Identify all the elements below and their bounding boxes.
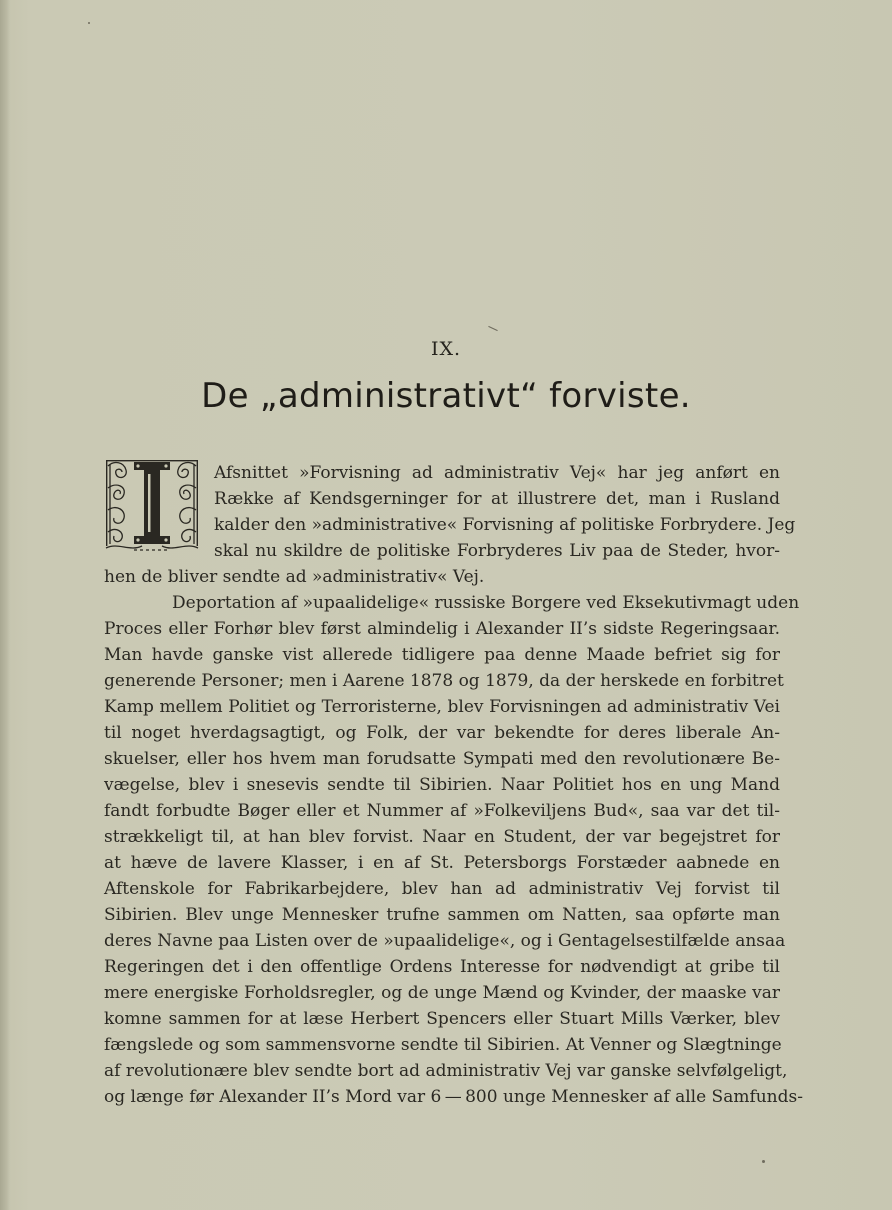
text-line: Afsnittet »Forvisning ad administrativ Vej« har jeg anført en	[214, 463, 780, 483]
text-line: hen de bliver sendte ad »administrativ« Vej.	[104, 567, 485, 587]
text-line: og længe før Alexander II’s Mord var 6 — 800 unge Mennesker af alle Samfunds-	[104, 1087, 803, 1107]
text-line: strækkeligt til, at han blev forvist. Naar en Student, der var begejstret for	[104, 827, 780, 847]
text-line: Man havde ganske vist allerede tidligere paa denne Maade befriet sig for	[104, 645, 780, 665]
text-line: Regeringen det i den offentlige Ordens Interesse for nødvendigt at gribe til	[104, 957, 780, 977]
text-line: Kamp mellem Politiet og Terroristerne, blev Forvisningen ad administrativ Vei	[104, 697, 780, 717]
chapter-title: De „administrativt“ forviste.	[201, 376, 691, 416]
text-line: Række af Kendsgerninger for at illustrere det, man i Rusland	[214, 489, 780, 509]
text-line: generende Personer; men i Aarene 1878 og 1879, da der herskede en forbitret	[104, 671, 784, 691]
text-line: til noget hverdagsagtigt, og Folk, der var bekendte for deres liberale An-	[104, 723, 780, 743]
text-line: af revolutionære blev sendte bort ad administrativ Vej var ganske selvfølgeligt,	[104, 1061, 788, 1081]
text-line: deres Navne paa Listen over de »upaalidelige«, og i Gentagelsestilfælde ansaa	[104, 931, 786, 951]
text-line: mere energiske Forholdsregler, og de unge Mænd og Kvinder, der maaske var	[104, 983, 780, 1003]
text-line: fængslede og som sammensvorne sendte til Sibirien. At Venner og Slægtninge	[104, 1035, 782, 1055]
text-line: at hæve de lavere Klasser, i en af St. Petersborgs Forstæder aabnede en	[104, 853, 780, 873]
text-line: Aftenskole for Fabrikarbejdere, blev han ad administrativ Vej forvist til	[104, 879, 780, 899]
text-line: skal nu skildre de politiske Forbryderes Liv paa de Steder, hvor-	[214, 541, 780, 561]
binding-edge	[0, 0, 10, 1210]
text-line: Sibirien. Blev unge Mennesker trufne sammen om Natten, saa opførte man	[104, 905, 780, 925]
text-line: vægelse, blev i snesevis sendte til Sibirien. Naar Politiet hos en ung Mand	[104, 775, 780, 795]
text-line: Proces eller Forhør blev først almindelig i Alexander II’s sidste Regeringsaar.	[104, 619, 780, 639]
text-line: Deportation af »upaalidelige« russiske Borgere ved Eksekutivmagt uden	[172, 593, 800, 613]
paper-speck	[762, 1160, 765, 1163]
paper-speck	[488, 326, 497, 331]
body-text	[104, 460, 803, 1110]
paper-speck	[88, 22, 90, 24]
text-line: fandt forbudte Bøger eller et Nummer af »Folkeviljens Bud«, saa var det til-	[104, 801, 780, 821]
text-line: kalder den »administrative« Forvisning af politiske Forbrydere. Jeg	[214, 515, 796, 535]
text-line: komne sammen for at læse Herbert Spencers eller Stuart Mills Værker, blev	[104, 1009, 780, 1029]
text-line: skuelser, eller hos hvem man forudsatte Sympati med den revolutionære Be-	[104, 749, 780, 769]
chapter-number: IX.	[430, 338, 462, 360]
